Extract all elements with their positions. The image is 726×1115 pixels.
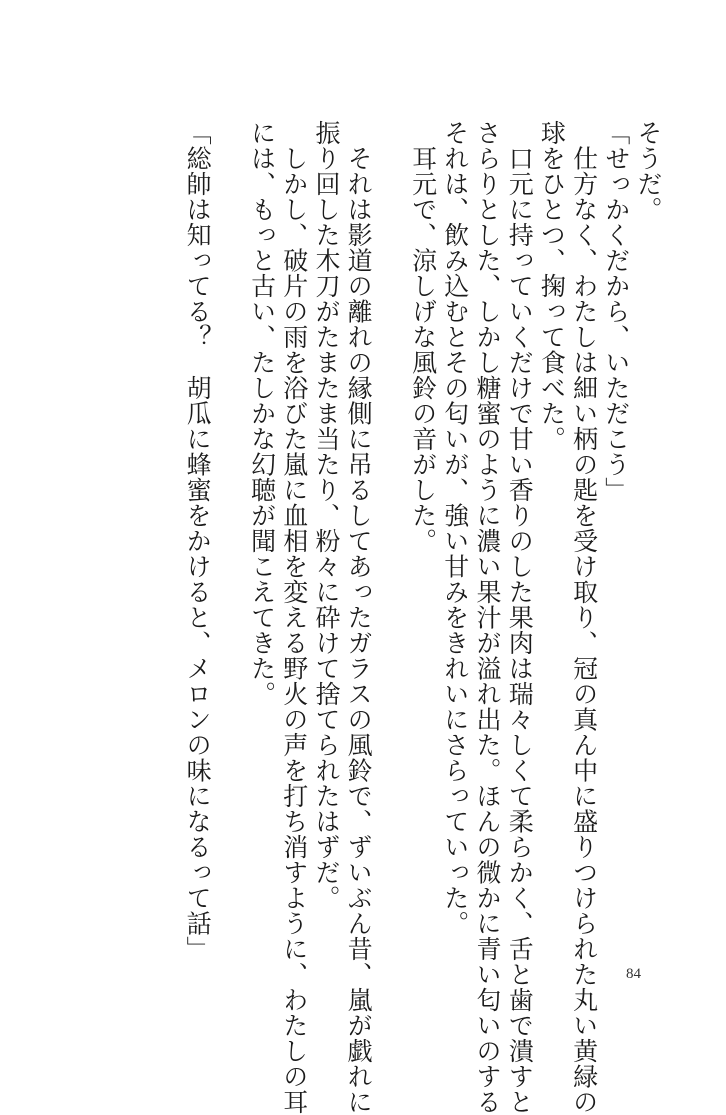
text-line: それは影道の離れの縁側に吊るしてあったガラスの風鈴で、ずいぶん昔、嵐が戯れに <box>344 120 374 1115</box>
text-line: には、もっと古い、たしかな幻聴が聞こえてきた。 <box>247 120 277 707</box>
text-line: 「総帥は知ってる？ 胡瓜に蜂蜜をかけると、メロンの味になるって話」 <box>183 120 213 962</box>
blank-line <box>374 120 406 840</box>
text-line: 口元に持っていくだけで甘い香りのした果肉は瑞々しくて柔らかく、舌と歯で潰すと <box>505 120 535 1115</box>
page-number: 84 <box>626 966 641 982</box>
text-line: しかし、破片の雨を浴びた嵐に血相を変える野火の声を打ち消すように、わたしの耳 <box>279 120 309 1115</box>
text-line: 振り回した木刀がたまたま当たり、粉々に砕けて捨てられたはずだ。 <box>311 120 341 911</box>
text-line: それは、飲み込むとその匂いが、強い甘みをきれいにさらっていった。 <box>440 120 470 936</box>
text-line: 「せっかくだから、いただこう」 <box>601 120 631 503</box>
text-line: 耳元で、涼しげな風鈴の音がした。 <box>408 120 438 554</box>
text-line: 球をひとつ、掬って食べた。 <box>537 120 567 452</box>
text-line: 仕方なく、わたしは細い柄の匙を受け取り、冠の真ん中に盛りつけられた丸い黄緑の <box>569 120 599 1115</box>
blank-line <box>213 120 245 840</box>
text-line: さらりとした、しかし糖蜜のように濃い果汁が溢れ出た。ほんの微かに青い匂いのする <box>472 120 502 1115</box>
text-line: そうだ。 <box>634 120 663 222</box>
